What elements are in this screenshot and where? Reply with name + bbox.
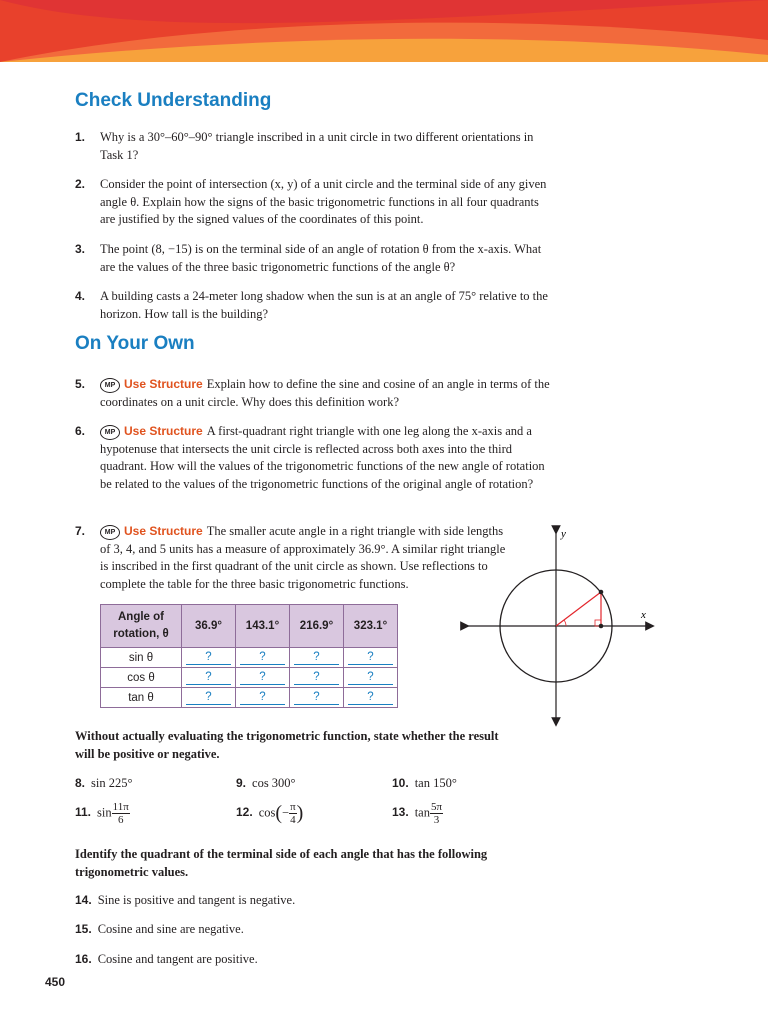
mp-badge-icon: MP (100, 425, 120, 440)
check-understanding-heading: Check Understanding (75, 90, 272, 111)
question-6: 6. MP Use Structure A first-quadrant right triangle with one leg along the x-axis and a hypotenuse that intersects the unit circle is reflected across both axes into the third quadrant. How will the values of the trigonometric functions of the new angle of rotation be related to the values of the trigonometric functions of the original angle of rotation? (75, 424, 545, 491)
exercise-9: 9. cos 300° (236, 776, 296, 790)
on-your-own-heading: On Your Own (75, 333, 195, 354)
answer-blank[interactable]: ? (240, 670, 285, 685)
y-axis-label: y (561, 528, 566, 540)
answer-blank[interactable]: ? (348, 650, 393, 665)
triangle-hypotenuse (556, 592, 601, 626)
use-structure-label: Use Structure (124, 377, 203, 391)
item-15: 15. Cosine and sine are negative. (75, 922, 244, 936)
use-structure-label: Use Structure (124, 424, 203, 438)
table-row-cos: cos θ ? ? ? ? (101, 668, 398, 688)
instruction-quadrant: Identify the quadrant of the terminal side of each angle that has the following trigonometric values. (75, 847, 488, 879)
exercise-10: 10. tan 150° (392, 776, 457, 790)
unit-circle-diagram (455, 522, 665, 727)
answer-blank[interactable]: ? (240, 650, 285, 665)
answer-blank[interactable]: ? (294, 690, 339, 705)
mp-badge-icon: MP (100, 378, 120, 393)
item-14: 14. Sine is positive and tangent is negative. (75, 893, 296, 907)
table-header-angle-1: 36.9° (182, 605, 236, 648)
trig-table (100, 604, 398, 708)
exercise-11: 11. sin $\frac{11\pi}{6}$ (75, 801, 129, 826)
answer-blank[interactable]: ? (348, 670, 393, 685)
point-on-axis (599, 624, 604, 629)
instruction-signs: Without actually evaluating the trigonometric function, state whether the result will be positive or negative. (75, 729, 499, 761)
answer-blank[interactable]: ? (186, 670, 231, 685)
question-7: 7. MP Use Structure The smaller acute angle in a right triangle with side lengths of 3, 4, and 5 units has a measure of approximately 36.9°. A similar right triangle is inscribed in the first quadrant of the unit circle as shown. Use reflections to complete the table for the three basic trigonometric functions. (75, 524, 506, 591)
exercise-13: 13. tan $\frac{5\pi}{3}$ (392, 801, 443, 826)
answer-blank[interactable]: ? (186, 650, 231, 665)
answer-blank[interactable]: ? (240, 690, 285, 705)
answer-blank[interactable]: ? (294, 670, 339, 685)
item-16: 16. Cosine and tangent are positive. (75, 952, 258, 966)
question-1: 1. Why is a 30°–60°–90° triangle inscribed in a unit circle in two different orientations in Task 1? (75, 130, 534, 162)
table-header-angle-4: 323.1° (344, 605, 398, 648)
table-row-sin: sin θ ? ? ? ? (101, 648, 398, 668)
exercise-12: 12. cos(− $\frac{\pi}{4}$ ) (236, 801, 304, 826)
mp-badge-icon: MP (100, 525, 120, 540)
point-on-circle (599, 590, 604, 595)
table-header-angle-2: 143.1° (236, 605, 290, 648)
table-header-angle-3: 216.9° (290, 605, 344, 648)
answer-blank[interactable]: ? (294, 650, 339, 665)
answer-blank[interactable]: ? (186, 690, 231, 705)
x-axis-label: x (641, 609, 646, 621)
question-4: 4. A building casts a 24-meter long shadow when the sun is at an angle of 75° relative to the horizon. How tall is the building? (75, 289, 548, 321)
question-3: 3. The point (8, −15) is on the terminal side of an angle of rotation θ from the x-axis. What are the values of the three basic trigonometric functions of the angle θ? (75, 242, 542, 274)
header-banner (0, 0, 768, 62)
exercise-8: 8. sin 225° (75, 776, 133, 790)
use-structure-label: Use Structure (124, 524, 203, 538)
page-number: 450 (45, 975, 66, 989)
question-5: 5. MP Use Structure Explain how to define the sine and cosine of an angle in terms of the coordinates on a unit circle. Why does this definition work? (75, 377, 550, 409)
table-header-angle: Angle of rotation, θ (101, 605, 182, 648)
answer-blank[interactable]: ? (348, 690, 393, 705)
question-2: 2. Consider the point of intersection (x, y) of a unit circle and the terminal side of any given angle θ. Explain how the signs of the basic trigonometric functions in all four quadrants are justified by the signed values of the coordinates of this point. (75, 177, 547, 226)
table-row-tan: tan θ ? ? ? ? (101, 688, 398, 708)
